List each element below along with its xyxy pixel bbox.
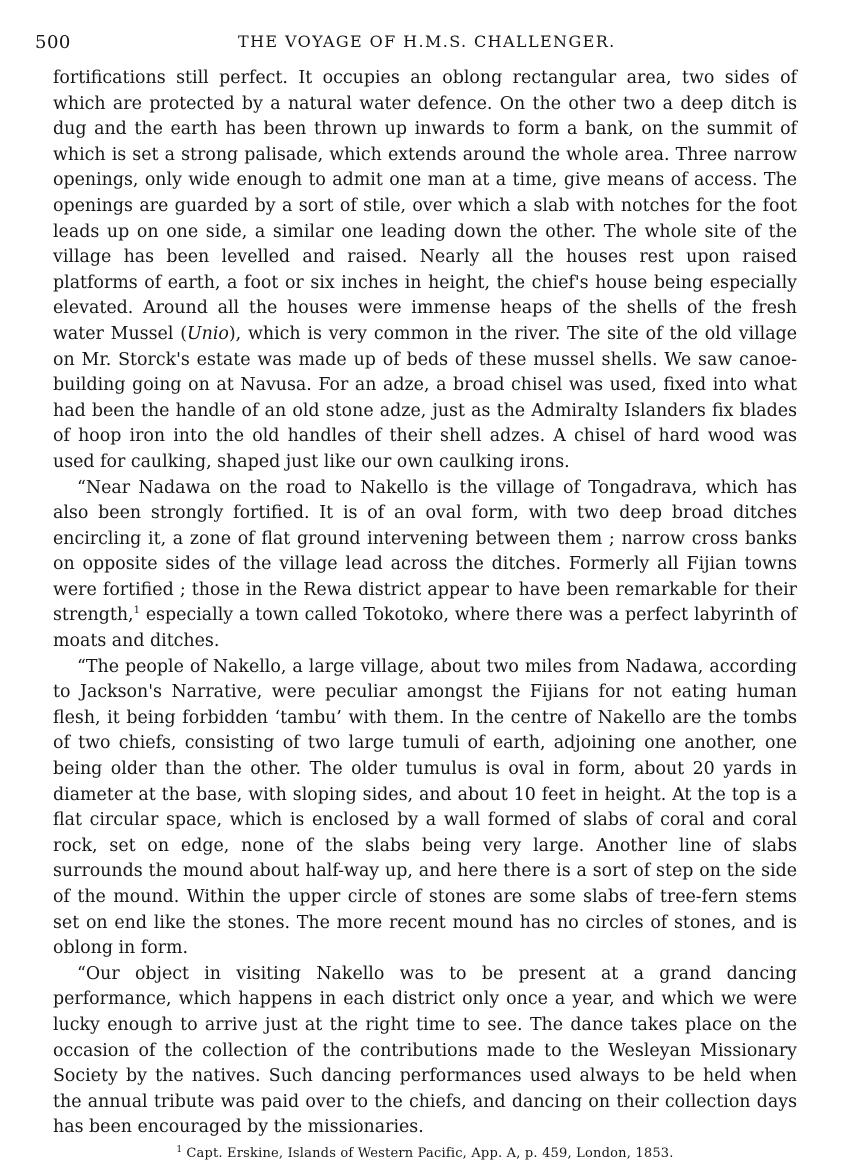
paragraph-text: “Near Nadawa on the road to Nakello is the village of Tongadrava, which has also been strongly fortified. It is of an oval form, with two deep broad ditches encircling it, a zone of flat ground intervening between them ; narrow cross banks on opposite sides of the village lead across the ditches. Formerly all Fijian towns were fortified ; those in the Rewa district appear to have been remarkable for their strength, <box>53 477 797 626</box>
page <box>35 28 797 1163</box>
italic-term: Unio <box>187 323 229 344</box>
footnote <box>53 1145 797 1163</box>
paragraph-dancing: “Our object in visiting Nakello was to be present at a grand dancing performance, which happens in each district only once a year, and which we were lucky enough to arrive just at the right time to see. The dance takes place on the occasion of the collection of the contributions made to the Wesleyan Missionary Society by the natives. Such dancing performances used always to be held when the annual tribute was paid over to the chiefs, and dancing on their collection days has been encouraged by the missionaries. <box>53 963 797 1138</box>
footnote-marker: 1 <box>176 1144 183 1155</box>
paragraph-nakello-tombs: “The people of Nakello, a large village, about two miles from Nadawa, according to Jackson's Narrative, were peculiar amongst the Fijians for not eating human flesh, it being forbidden ‘tambu’ with them. In the centre of Nakello are the tombs of two chiefs, consisting of two large tumuli of earth, adjoining one another, one being older than the other. The older tumulus is oval in form, about 20 yards in diameter at the base, with sloping sides, and about 10 feet in height. At the top is a flat circular space, which is enclosed by a wall formed of slabs of coral and coral rock, set on edge, none of the slabs being very large. Another line of slabs surrounds the mound about half-way up, and here there is a sort of step on the side of the mound. Within the upper circle of stones are some slabs of tree-fern stems set on end like the stones. The more recent mound has no circles of stones, and is oblong in form. <box>53 656 797 959</box>
running-title: THE VOYAGE OF H.M.S. CHALLENGER. <box>238 32 616 51</box>
paragraph-tongadrava <box>53 476 797 655</box>
paragraph-text: fortifications still perfect. It occupies an oblong rectangular area, two sides of which are protected by a natural water defence. On the other two a deep ditch is dug and the earth has been thrown up inwards to form a bank, on the summit of which is set a strong palisade, which extends around the whole area. Three narrow openings, only wide enough to admit one man at a time, give means of access. The openings are guarded by a sort of stile, over which a slab with notches for the foot leads up on one side, a similar one leading down the other. The whole site of the village has been levelled and raised. Nearly all the houses rest upon raised platforms of earth, a foot or six inches in height, the chief's house being especially elevated. Around all the houses were immense heaps of the shells of the fresh water Mussel ( <box>53 68 797 344</box>
footnote-reference[interactable]: 1 <box>133 605 140 617</box>
paragraph-fortifications <box>53 66 797 476</box>
running-header <box>35 28 797 56</box>
paragraph-text: especially a town called Tokotoko, where there was a perfect labyrinth of moats and ditches. <box>53 605 797 652</box>
page-number: 500 <box>35 32 71 53</box>
footnote-text: Capt. Erskine, Islands of Western Pacific, App. A, p. 459, London, 1853. <box>186 1145 674 1161</box>
paragraph-text: ), which is very common in the river. The site of the old village on Mr. Storck's estate was made up of beds of these mussel shells. We saw canoe-building going on at Navusa. For an adze, a broad chisel was used, fixed into what had been the handle of an old stone adze, just as the Admiralty Islanders fix blades of hoop iron into the old handles of their shell adzes. A chisel of hard wood was used for caulking, shaped just like our own caulking irons. <box>53 323 797 472</box>
